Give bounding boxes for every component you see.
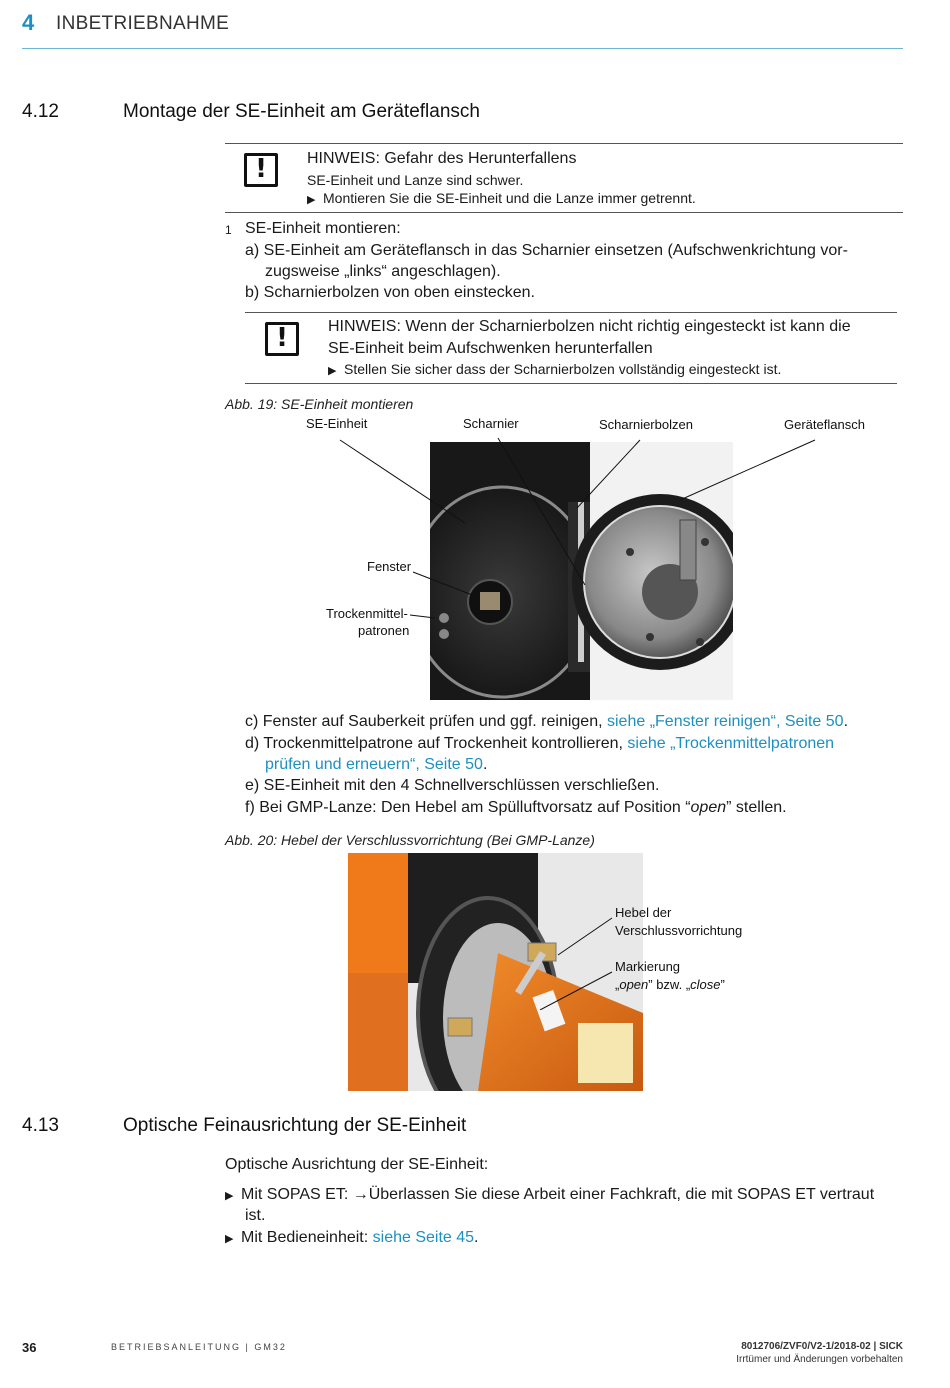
notice2-title-line2: SE-Einheit beim Aufschwenken herunterfallen (328, 340, 653, 357)
notice2-top-rule (245, 312, 897, 313)
label-open: open (619, 977, 649, 992)
warning-icon: ! (265, 322, 299, 356)
footer-disclaimer: Irrtümer und Änderungen vorbehalten (736, 1354, 903, 1365)
step-d-end: . (482, 756, 488, 773)
step-c (245, 711, 848, 732)
label-se-einheit: SE-Einheit (306, 416, 368, 431)
notice-text: SE-Einheit und Lanze sind schwer. (307, 172, 524, 188)
link-seite-45[interactable]: siehe Seite 45 (372, 1229, 475, 1246)
bullet-1-text: Mit SOPAS ET: →Überlassen Sie diese Arbeit einer Fachkraft, die mit SOPAS ET vertraut (241, 1186, 875, 1203)
step-a-line1: a) SE-Einheit am Geräteflansch in das Scharnier einsetzen (Aufschwenkrichtung vor- (245, 242, 848, 259)
step-e: e) SE-Einheit mit den 4 Schnellverschlüssen verschließen. (245, 777, 660, 794)
label-trockenmittel-line1: Trockenmittel- (326, 606, 408, 621)
label-hebel-line1: Hebel der (615, 905, 672, 920)
triangle-right-icon: ▶ (328, 365, 337, 377)
step-f-open: open (690, 799, 727, 816)
triangle-right-icon: ▶ (225, 1233, 234, 1245)
triangle-right-icon: ▶ (225, 1190, 234, 1202)
footer-document-title: BETRIEBSANLEITUNG | GM32 (111, 1342, 287, 1352)
label-scharnier: Scharnier (463, 416, 519, 431)
chapter-title: INBETRIEBNAHME (56, 13, 230, 34)
notice2-action (328, 360, 781, 381)
bullet-2-text: Mit Bedieneinheit: (241, 1229, 373, 1246)
step-d (245, 733, 834, 754)
step-number: 1 (225, 223, 232, 237)
section-number: 4.13 (22, 1115, 59, 1136)
notice2-bottom-rule (245, 383, 897, 384)
step-d-text: d) Trockenmittelpatrone auf Trockenheit kontrollieren, (245, 735, 628, 752)
label-close: close (690, 977, 721, 992)
step-b: b) Scharnierbolzen von oben einstecken. (245, 284, 535, 301)
step-c-text: c) Fenster auf Sauberkeit prüfen und ggf. reinigen, (245, 713, 607, 730)
label-trockenmittel-line2: patronen (358, 623, 410, 638)
footer-reference (736, 1340, 903, 1366)
link-fenster-reinigen[interactable]: siehe „Fenster reinigen“, Seite 50 (607, 713, 844, 730)
notice-bottom-rule (225, 212, 903, 213)
header-divider (22, 48, 903, 49)
label-hebel-line2: Verschlussvorrichtung (615, 923, 743, 938)
label-markierung-line1: Markierung (615, 959, 681, 974)
step-d-line2 (265, 754, 487, 775)
link-trockenmittelpatronen[interactable]: siehe „Trockenmittelpatronen (627, 735, 835, 752)
label-scharnierbolzen: Scharnierbolzen (599, 417, 693, 432)
step-f-text: f) Bei GMP-Lanze: Den Hebel am Spülluftvorsatz auf Position “ (245, 799, 691, 816)
step-c-end: . (843, 713, 849, 730)
bullet-1-line2: ist. (245, 1207, 266, 1224)
section-title: Montage der SE-Einheit am Geräteflansch (123, 101, 480, 122)
label-bzw: ” bzw. „ (648, 977, 691, 992)
bullet-2 (225, 1227, 479, 1250)
triangle-right-icon: ▶ (307, 194, 316, 206)
bullet-1 (225, 1184, 874, 1207)
step-f-end: ” stellen. (726, 799, 787, 816)
section-title: Optische Feinausrichtung der SE-Einheit (123, 1115, 467, 1136)
notice-action (307, 189, 696, 210)
footer-doc-number: 8012706/ZVF0/V2-1/2018-02 | SICK (741, 1341, 903, 1352)
page-number: 36 (22, 1340, 37, 1355)
notice2-title-line1: HINWEIS: Wenn der Scharnierbolzen nicht richtig eingesteckt ist kann die (328, 318, 851, 335)
notice-action-text: Montieren Sie die SE-Einheit und die Lanze immer getrennt. (323, 190, 696, 206)
notice-title: HINWEIS: Gefahr des Herunterfallens (307, 150, 577, 167)
quote-close: ” (720, 977, 725, 992)
label-geraeteflansch: Geräteflansch (784, 417, 865, 432)
figure-caption: Abb. 19: SE-Einheit montieren (225, 396, 414, 412)
step-f (245, 797, 787, 818)
section-intro: Optische Ausrichtung der SE-Einheit: (225, 1156, 489, 1173)
notice-top-rule (225, 143, 903, 144)
section-number: 4.12 (22, 101, 59, 122)
label-markierung-line2 (615, 977, 725, 992)
quote-open: „ (615, 977, 620, 992)
step-a-line2: zugsweise „links“ angeschlagen). (265, 263, 501, 280)
notice2-action-text: Stellen Sie sicher dass der Scharnierbolzen vollständig eingesteckt ist. (344, 361, 782, 377)
figure-caption: Abb. 20: Hebel der Verschlussvorrichtung (Bei GMP-Lanze) (225, 832, 595, 848)
link-trockenmittelpatronen-cont[interactable]: prüfen und erneuern“, Seite 50 (265, 756, 483, 773)
bullet-2-end: . (474, 1229, 479, 1246)
figure-20-leader-lines (520, 900, 620, 1010)
label-fenster: Fenster (367, 559, 412, 574)
warning-icon: ! (244, 153, 278, 187)
chapter-number: 4 (22, 10, 35, 35)
step-text: SE-Einheit montieren: (245, 220, 401, 237)
